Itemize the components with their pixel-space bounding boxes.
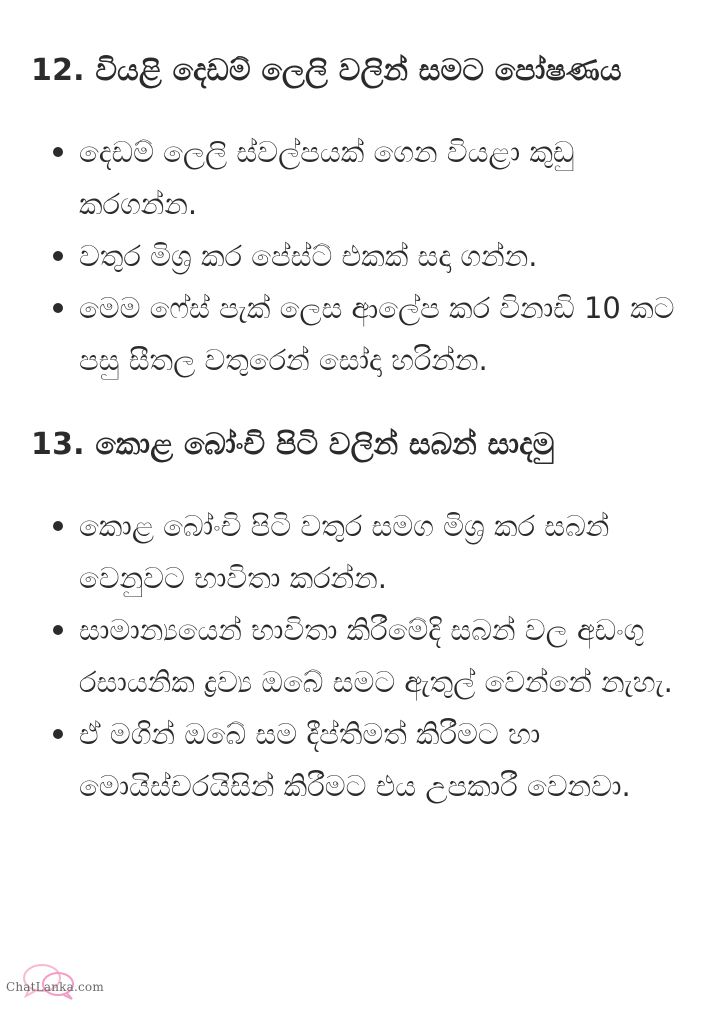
bullet-icon [53,303,63,313]
bullet-icon [53,147,63,157]
list-item [31,708,684,812]
list-item-text: සාමාන්‍යයෙන් භාවිතා කිරීමේදි සබන් වල අඩංගු රසායනික ද්‍රව්‍ය ඔබේ සමට ඇතුල් වෙන්නේ නැහැ. [79,613,673,699]
list-item-text: වතුර මිශ්‍ර කර පේස්ට් එකක් සදා ගන්න. [79,239,538,273]
bullet-icon [53,625,63,635]
section-12-steps [31,126,684,386]
bullet-icon [53,729,63,739]
section-13-steps [31,500,684,812]
section-heading-13: 13. කොළ බෝංචි පිටි වලින් සබන් සාදමු [31,427,555,462]
list-item [31,500,684,604]
list-item-text: ඒ මගින් ඔබේ සම දීප්තිමත් කිරීමට හා මොයිස්චරයිසින් කිරීමට එය උපකාරී වෙනවා. [79,717,631,803]
chatlanka-watermark [6,962,116,1006]
bullet-icon [53,251,63,261]
list-item [31,604,684,708]
list-item-text: දෙඩම් ලෙලි ස්වල්පයක් ගෙන වියළා කුඩු කරගන්න. [79,135,575,221]
watermark-text: ChatLanka.com [6,980,104,994]
list-item-text: කොළ බෝංචි පිටි වතුර සමග මිශ්‍ර කර සබන් වෙනුවට භාවිතා කරන්න. [79,509,610,595]
list-item [31,126,684,230]
bullet-icon [53,521,63,531]
list-item-text: මෙම ෆේස් පැක් ලෙස ආලේප කර විනාඩි 10 කට පසු සීතල වතුරෙන් සෝදා හරින්න. [79,291,675,377]
section-heading-12: 12. වියළි දෙඩම් ලෙලි වලින් සමට පෝෂණය [31,53,622,88]
list-item [31,230,684,282]
list-item [31,282,684,386]
